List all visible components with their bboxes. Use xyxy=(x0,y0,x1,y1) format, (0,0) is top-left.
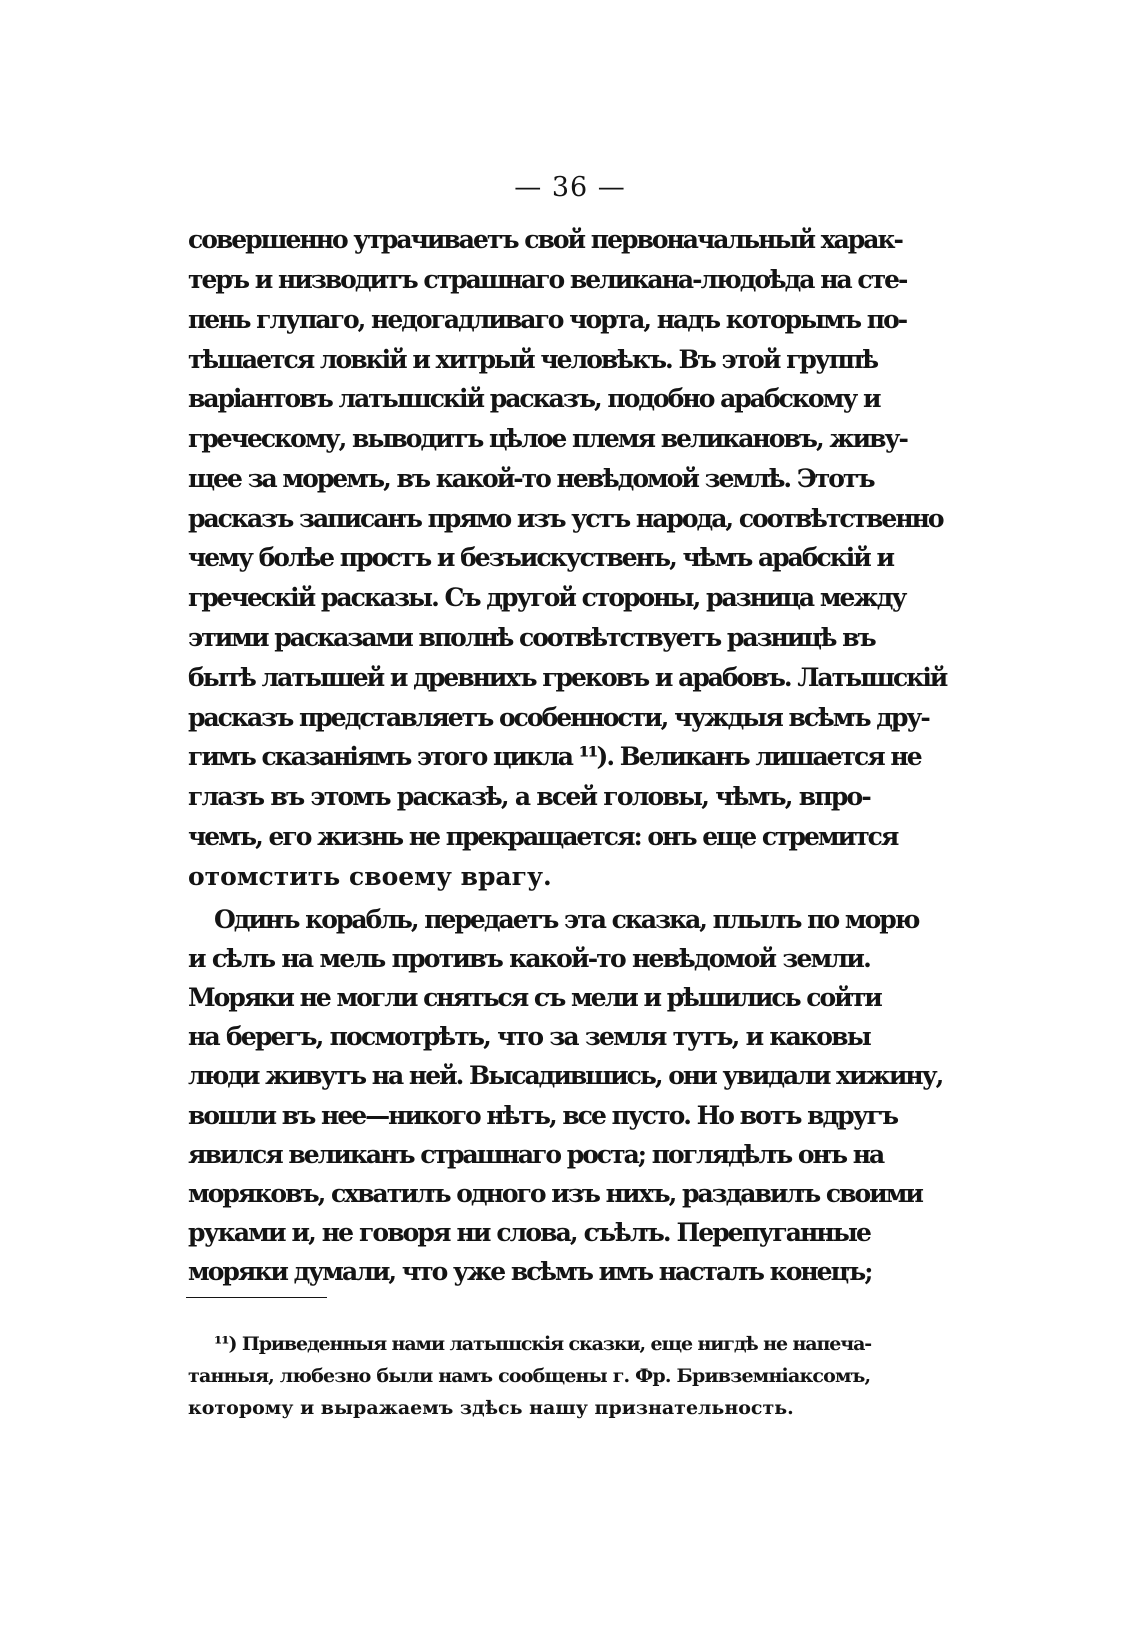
footnote-divider xyxy=(186,1297,327,1298)
text-line: щее за моремъ, въ какой-то невѣдомой землѣ. Этотъ xyxy=(188,464,874,493)
text-line: совершенно утрачиваетъ свой первоначальный харак- xyxy=(188,225,902,254)
text-line: отомстить своему врагу. xyxy=(188,862,552,891)
text-line: греческій расказы. Съ другой стороны, разница между xyxy=(188,583,906,612)
text-line: Моряки не могли сняться съ мели и рѣшились сойти xyxy=(188,983,881,1012)
text-line: греческому, выводитъ цѣлое племя великановъ, живу- xyxy=(188,424,907,453)
footnote-line: танныя, любезно были намъ сообщены г. Фр. Бривземніаксомъ, xyxy=(188,1365,871,1387)
text-line: люди живутъ на ней. Высадившись, они увидали хижину, xyxy=(188,1061,943,1090)
text-line: этими расказами вполнѣ соотвѣтствуетъ разницѣ въ xyxy=(188,623,875,652)
text-line: явился великанъ страшнаго роста; поглядѣлъ онъ на xyxy=(188,1140,884,1169)
page-number: — 36 — xyxy=(514,172,626,203)
text-line: тѣшается ловкій и хитрый человѣкъ. Въ этой группѣ xyxy=(188,345,878,374)
text-line: теръ и низводитъ страшнаго великана-людоѣда на сте- xyxy=(188,265,907,294)
text-line: чему болѣе простъ и безъискуственъ, чѣмъ арабскій и xyxy=(188,543,894,572)
text-line: расказъ записанъ прямо изъ устъ народа, соотвѣтственно xyxy=(188,504,943,533)
text-line: чемъ, его жизнь не прекращается: онъ еще стремится xyxy=(188,822,898,851)
text-line: расказъ представляетъ особенности, чуждыя всѣмъ дру- xyxy=(188,703,929,732)
text-line: и сѣлъ на мель противъ какой-то невѣдомой земли. xyxy=(188,944,870,973)
text-line: вошли въ нее—никого нѣтъ, все пусто. Но вотъ вдругъ xyxy=(188,1101,898,1130)
text-line: моряки думали, что уже всѣмъ имъ насталъ конецъ; xyxy=(188,1257,872,1286)
footnote-line: которому и выражаемъ здѣсь нашу признательность. xyxy=(188,1397,794,1419)
text-line: моряковъ, схватилъ одного изъ нихъ, раздавилъ своими xyxy=(188,1179,922,1208)
text-line: гимъ сказаніямъ этого цикла ¹¹). Великанъ лишается не xyxy=(188,742,921,771)
text-line: глазъ въ этомъ расказѣ, а всей головы, чѣмъ, впро- xyxy=(188,782,870,811)
text-line: руками и, не говоря ни слова, съѣлъ. Перепуганные xyxy=(188,1218,870,1247)
text-line: Одинъ корабль, передаетъ эта сказка, плылъ по морю xyxy=(214,905,919,934)
text-line: пень глупаго, недогадливаго чорта, надъ которымъ по- xyxy=(188,305,907,334)
text-line: бытѣ латышей и древнихъ грековъ и арабовъ. Латышскій xyxy=(188,663,947,692)
text-line: на берегъ, посмотрѣть, что за земля тутъ, и каковы xyxy=(188,1022,870,1051)
text-line: варіантовъ латышскій расказъ, подобно арабскому и xyxy=(188,384,880,413)
footnote-line: ¹¹) Приведенныя нами латышскія сказки, еще нигдѣ не напеча- xyxy=(214,1333,872,1355)
